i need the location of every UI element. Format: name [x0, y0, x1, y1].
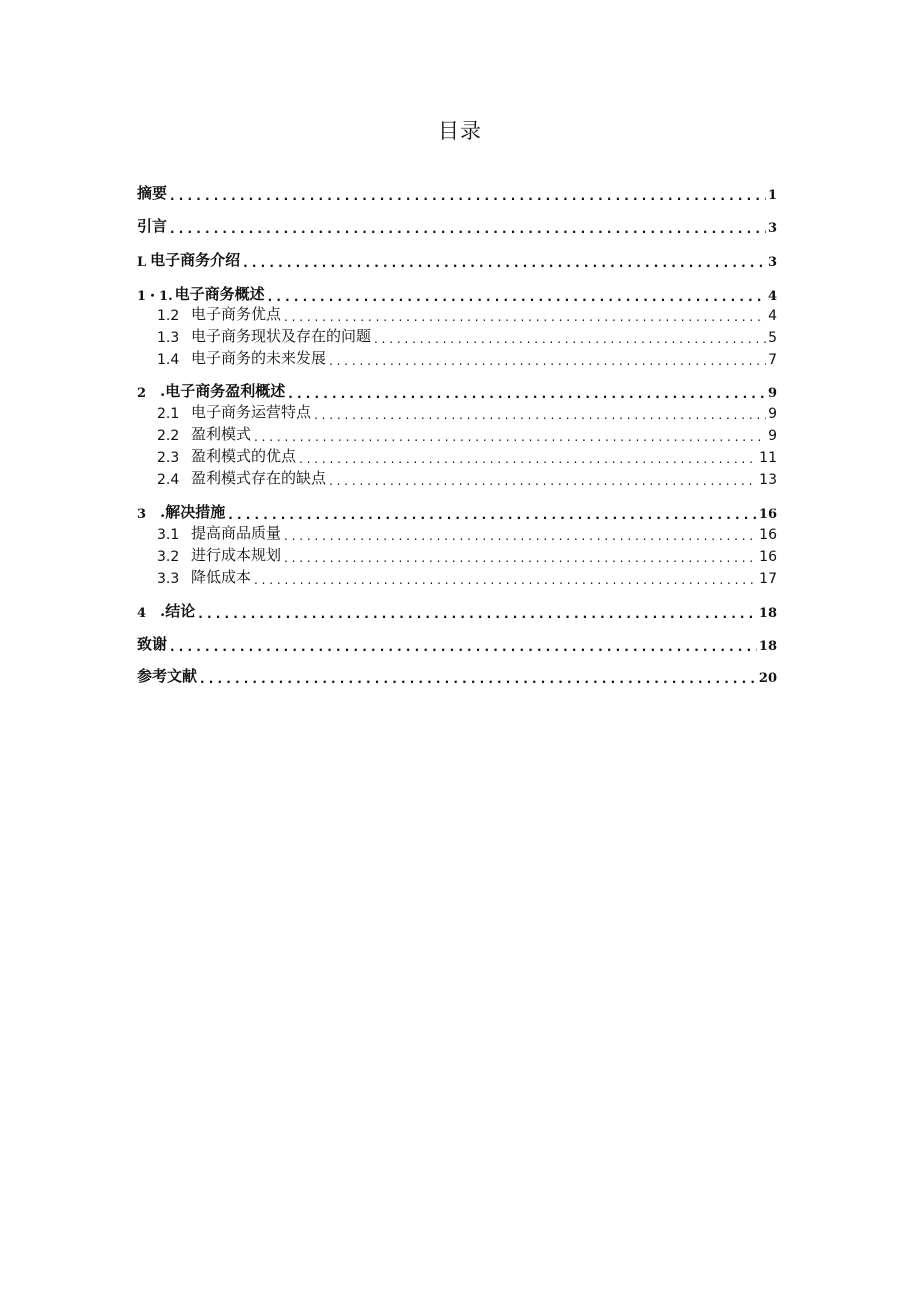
toc-entry-label: 进行成本规划 — [191, 546, 282, 564]
toc-entry-label: .电子商务盈利概述 — [160, 382, 286, 400]
toc-entry-2-1[interactable] — [157, 402, 777, 422]
toc-leader-dots — [268, 290, 766, 304]
toc-entry-1-4[interactable] — [157, 348, 777, 368]
toc-leader-dots — [200, 672, 757, 686]
toc-leader-dots — [198, 607, 757, 621]
toc-entry-label: 电子商务现状及存在的问题 — [191, 327, 372, 345]
toc-entry-chapter-1[interactable] — [137, 250, 777, 270]
toc-entry-label: 致谢 — [137, 635, 168, 653]
toc-entry-number: 4 — [137, 606, 147, 621]
toc-page-number: 18 — [758, 639, 777, 654]
toc-entry-label: 电子商务的未来发展 — [191, 349, 327, 367]
toc-page-number: 16 — [759, 549, 777, 565]
toc-entry-number: 2.4 — [157, 472, 180, 488]
toc-entry-chapter-2[interactable] — [137, 381, 777, 401]
toc-entry-label: .结论 — [160, 602, 196, 620]
toc-page-number: 20 — [758, 671, 777, 686]
toc-leader-dots — [170, 640, 757, 654]
toc-page-number: 1 — [767, 188, 777, 203]
toc-page-number: 17 — [759, 571, 777, 587]
toc-entry-label: 引言 — [137, 217, 168, 235]
toc-entry-1-1[interactable] — [137, 284, 777, 304]
toc-leader-dots — [254, 430, 766, 444]
toc-entry-acknowledgements[interactable] — [137, 634, 777, 654]
toc-entry-number: L — [137, 255, 147, 270]
toc-entry-label: 盈利模式存在的缺点 — [191, 469, 327, 487]
toc-entry-3-1[interactable] — [157, 523, 777, 543]
toc-entry-label: 电子商务概述 — [174, 285, 265, 303]
toc-entry-number: 2.3 — [157, 450, 180, 466]
toc-entry-number: 3.2 — [157, 549, 180, 565]
toc-entry-label: 电子商务优点 — [191, 305, 282, 323]
toc-leader-dots — [329, 474, 757, 488]
toc-page-number: 9 — [768, 428, 777, 444]
toc-page-number: 9 — [767, 386, 777, 401]
toc-entry-number: 2.1 — [157, 406, 180, 422]
toc-entry-number: 1.2 — [157, 308, 180, 324]
toc-page-number: 3 — [767, 255, 777, 270]
toc-page-number: 9 — [768, 406, 777, 422]
toc-entry-introduction[interactable] — [137, 216, 777, 236]
page-title: 目录 — [438, 119, 482, 143]
toc-entry-number: 1.3 — [157, 330, 180, 346]
toc-leader-dots — [314, 408, 766, 422]
toc-entry-2-4[interactable] — [157, 468, 777, 488]
toc-entry-number: 2 — [137, 386, 147, 401]
toc-entry-1-3[interactable] — [157, 326, 777, 346]
toc-entry-number: 3 — [137, 507, 147, 522]
toc-leader-dots — [299, 452, 757, 466]
toc-entry-chapter-4[interactable] — [137, 601, 777, 621]
toc-entry-number: 3.3 — [157, 571, 180, 587]
toc-page-number: 11 — [759, 450, 777, 466]
toc-entry-label: 盈利模式的优点 — [191, 447, 297, 465]
toc-leader-dots — [284, 551, 757, 565]
toc-page-number: 16 — [759, 527, 777, 543]
toc-leader-dots — [284, 529, 757, 543]
toc-page-number: 18 — [758, 606, 777, 621]
toc-leader-dots — [243, 256, 766, 270]
toc-entry-1-2[interactable] — [157, 304, 777, 324]
toc-entry-3-3[interactable] — [157, 567, 777, 587]
toc-entry-references[interactable] — [137, 666, 777, 686]
toc-entry-chapter-3[interactable] — [137, 502, 777, 522]
toc-entry-label: 提高商品质量 — [191, 524, 282, 542]
toc-entry-number: 3.1 — [157, 527, 180, 543]
toc-leader-dots — [288, 387, 766, 401]
toc-entry-label: 参考文献 — [137, 667, 198, 685]
toc-entry-label: 盈利模式 — [191, 425, 252, 443]
toc-page-number: 16 — [758, 507, 777, 522]
toc-entry-number: 1.4 — [157, 352, 180, 368]
toc-page-number: 13 — [759, 472, 777, 488]
toc-leader-dots — [228, 508, 757, 522]
toc-leader-dots — [374, 332, 766, 346]
toc-entry-label: 电子商务运营特点 — [191, 403, 312, 421]
toc-page-number: 3 — [767, 221, 777, 236]
toc-page-number: 4 — [768, 308, 777, 324]
toc-page-number: 5 — [768, 330, 777, 346]
toc-entry-number: 2.2 — [157, 428, 180, 444]
toc-leader-dots — [329, 354, 766, 368]
toc-leader-dots — [254, 573, 757, 587]
toc-entry-3-2[interactable] — [157, 545, 777, 565]
toc-entry-2-3[interactable] — [157, 446, 777, 466]
toc-entry-label: .解决措施 — [160, 503, 226, 521]
toc-leader-dots — [170, 222, 766, 236]
toc-entry-2-2[interactable] — [157, 424, 777, 444]
toc-entry-label: 电子商务介绍 — [150, 251, 241, 269]
toc-entry-label: 摘要 — [137, 184, 168, 202]
toc-page-number: 4 — [767, 289, 777, 304]
toc-leader-dots — [284, 310, 766, 324]
toc-entry-abstract[interactable] — [137, 183, 777, 203]
toc-leader-dots — [170, 189, 766, 203]
toc-entry-label: 降低成本 — [191, 568, 252, 586]
toc-page-number: 7 — [768, 352, 777, 368]
toc-entry-number: 1・1. — [137, 289, 173, 304]
